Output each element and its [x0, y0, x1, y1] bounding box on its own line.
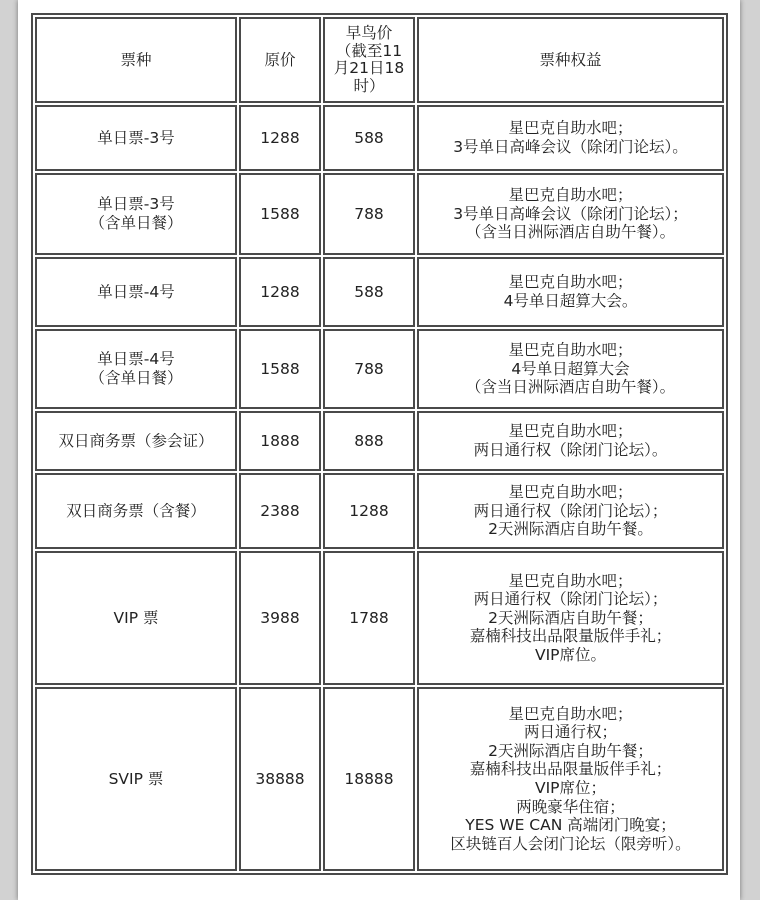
original-price: 2388 [239, 473, 321, 549]
benefits-cell [417, 257, 724, 327]
ticket-name [35, 551, 237, 685]
benefit-line: 区块链百人会闭门论坛（限旁听）。 [450, 834, 691, 853]
ticket-name [35, 257, 237, 327]
early-bird-price: 588 [323, 105, 415, 171]
original-price: 1288 [239, 105, 321, 171]
ticket-price-table [31, 13, 728, 875]
ticket-name-line: 双日商务票（参会证） [58, 431, 214, 450]
benefits-cell [417, 105, 724, 171]
benefits-cell [417, 329, 724, 409]
ticket-name-line: 单日票-4号 [97, 282, 175, 301]
benefit-line: 4号单日超算大会。 [503, 292, 638, 310]
benefit-line: 2天洲际酒店自助午餐； [488, 741, 653, 760]
original-price: 1288 [239, 257, 321, 327]
ticket-name-line: 双日商务票（含餐） [66, 501, 206, 520]
benefit-line: 两日通行权（除闭门论坛）； [473, 590, 668, 609]
benefit-line: 两日通行权（除闭门论坛）； [473, 501, 668, 520]
ticket-name [35, 329, 237, 409]
original-price: 38888 [239, 687, 321, 871]
table-row [35, 551, 724, 685]
header-early-bird-price: 早鸟价（截至11月21日18时） [323, 17, 415, 103]
benefits-cell [417, 687, 724, 871]
benefits-cell [417, 473, 724, 549]
benefits-cell [417, 551, 724, 685]
benefits-cell [417, 173, 724, 255]
early-bird-price: 1788 [323, 551, 415, 685]
original-price: 3988 [239, 551, 321, 685]
benefit-line: （含当日洲际酒店自助午餐）。 [465, 223, 676, 242]
original-price: 1588 [239, 173, 321, 255]
ticket-name-line: 单日票-4号 [97, 350, 175, 369]
benefit-line: 两晚豪华住宿； [516, 797, 625, 816]
document-page [18, 0, 740, 900]
ticket-name-line: 单日票-3号 [97, 128, 175, 147]
original-price: 1588 [239, 329, 321, 409]
header-original-price: 原价 [239, 17, 321, 103]
benefit-line: 星巴克自助水吧； [508, 571, 633, 590]
ticket-name [35, 411, 237, 471]
benefit-line: （含当日洲际酒店自助午餐）。 [465, 378, 676, 397]
early-bird-price: 788 [323, 173, 415, 255]
early-bird-price: 18888 [323, 687, 415, 871]
ticket-name-line: （含单日餐） [89, 214, 183, 232]
ticket-name [35, 105, 237, 171]
benefit-line: 星巴克自助水吧； [508, 119, 633, 138]
table-header-row [35, 17, 724, 103]
ticket-name-line: SVIP 票 [108, 769, 164, 788]
benefit-line: 星巴克自助水吧； [508, 704, 633, 723]
benefit-line: 嘉楠科技出品限量版伴手礼； [469, 760, 672, 779]
early-bird-price: 788 [323, 329, 415, 409]
benefit-line: 2天洲际酒店自助午餐； [488, 608, 653, 627]
benefits-cell [417, 411, 724, 471]
benefit-line: 两日通行权； [523, 723, 617, 742]
benefit-line: 嘉楠科技出品限量版伴手礼； [469, 627, 672, 646]
benefit-line: 星巴克自助水吧； [508, 483, 633, 502]
early-bird-price: 888 [323, 411, 415, 471]
benefit-line: 星巴克自助水吧； [508, 422, 633, 441]
benefit-line: 3号单日高峰会议（除闭门论坛）。 [453, 138, 688, 156]
benefit-line: 3号单日高峰会议（除闭门论坛）； [453, 204, 688, 223]
header-benefits: 票种权益 [417, 17, 724, 103]
header-ticket-type: 票种 [35, 17, 237, 103]
benefit-line: 星巴克自助水吧； [508, 186, 633, 205]
early-bird-price: 588 [323, 257, 415, 327]
ticket-name-line: VIP 票 [113, 608, 159, 627]
benefit-line: 星巴克自助水吧； [508, 273, 633, 292]
original-price: 1888 [239, 411, 321, 471]
ticket-name-line: 单日票-3号 [97, 195, 175, 214]
benefit-line: YES WE CAN 高端闭门晚宴； [465, 816, 676, 835]
ticket-name [35, 173, 237, 255]
table-row [35, 173, 724, 255]
table-row [35, 411, 724, 471]
benefit-line: VIP席位； [534, 779, 607, 797]
ticket-name [35, 473, 237, 549]
ticket-name-line: （含单日餐） [89, 369, 183, 387]
benefit-line: 星巴克自助水吧； [508, 341, 633, 360]
ticket-name [35, 687, 237, 871]
benefit-line: VIP席位。 [534, 645, 607, 664]
table-row [35, 329, 724, 409]
table-row [35, 473, 724, 549]
early-bird-price: 1288 [323, 473, 415, 549]
benefit-line: 2天洲际酒店自助午餐。 [488, 520, 653, 539]
benefit-line: 两日通行权（除闭门论坛）。 [473, 441, 668, 459]
table-row [35, 257, 724, 327]
table-row [35, 105, 724, 171]
benefit-line: 4号单日超算大会 [511, 359, 630, 378]
table-row [35, 687, 724, 871]
